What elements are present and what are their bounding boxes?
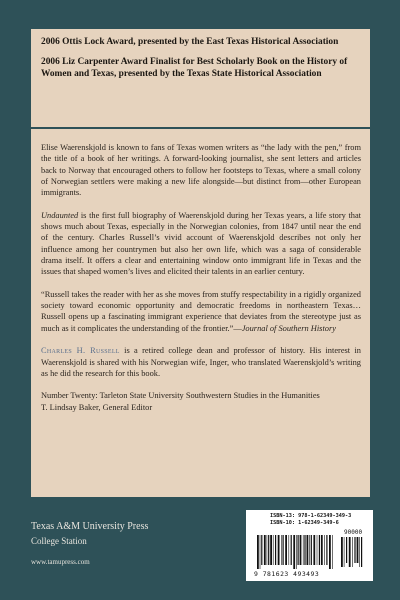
description-paragraph-1: Elise Waerenskjold is known to fans of Texas women writers as “the lady with the pen,” from the title of a book of her writings. A forward-looking journalist, she sent letters and articles back to Norway that encouraged others to follow her footsteps to Texas, where a small colony of Norwegian settlers were making a new life alongside—but distinct from—other European immigrants. — [41, 143, 361, 198]
barcode-bar — [313, 535, 315, 565]
barcode-bar — [341, 537, 343, 567]
barcode-bar — [321, 535, 323, 565]
barcode-bar — [307, 535, 309, 565]
barcode-bar — [275, 535, 276, 565]
barcode-bar — [304, 535, 305, 565]
barcode-bar — [267, 535, 268, 565]
series-editor: T. Lindsay Baker, General Editor — [41, 402, 153, 412]
barcode-box — [246, 510, 373, 581]
barcode-bar — [289, 535, 290, 565]
barcode-digits: 9 781623 493493 — [254, 570, 320, 578]
publisher-block — [31, 520, 148, 568]
barcode-bar — [309, 535, 310, 565]
description-body — [41, 142, 361, 413]
barcode-bar — [273, 535, 274, 565]
barcode-bar — [354, 537, 355, 563]
barcode-bar — [332, 535, 333, 569]
author-bio-text: is a retired college dean and professor of history. His interest in Waerenskjold is shared with his Norwegian wife, Inger, who translated Waerenskjold’s writing as he did the research for this book. — [41, 346, 361, 378]
price-code: 90000 — [344, 529, 363, 536]
barcode-bar — [359, 537, 360, 567]
review-quote — [41, 289, 361, 334]
barcode-bar — [349, 537, 351, 567]
barcode-bar — [264, 535, 266, 565]
barcode-bar — [344, 537, 345, 567]
barcode-bar — [283, 535, 284, 565]
barcode-bar — [270, 535, 272, 565]
barcode-bar — [261, 535, 262, 565]
barcode-bar — [278, 535, 280, 565]
barcode-bar — [319, 535, 320, 565]
review-quote-source: Journal of Southern History — [241, 323, 336, 333]
barcode-bar — [346, 537, 347, 563]
barcode-bar — [298, 535, 299, 565]
awards-section — [31, 29, 370, 129]
book-title: Undaunted — [41, 210, 79, 220]
publisher-name: Texas A&M University Press — [31, 521, 149, 532]
isbn-10: ISBN-10: 1-62349-349-6 — [270, 520, 339, 526]
barcode-bar — [285, 535, 287, 565]
barcode-bar — [311, 535, 312, 565]
barcode-bar — [324, 535, 325, 565]
barcode-bar — [361, 537, 362, 567]
barcode-bar — [357, 537, 359, 563]
barcode-bar — [300, 535, 302, 565]
publisher-location: College Station — [31, 536, 87, 546]
description-paragraph-2 — [41, 210, 361, 278]
barcode-bar — [268, 535, 269, 565]
barcode-bar — [326, 535, 327, 565]
barcode-bar — [317, 535, 318, 565]
addon-barcode — [341, 537, 365, 567]
barcode-bar — [257, 535, 259, 569]
review-quote-text: “Russell takes the reader with her as she moves from stuffy respectability in a rigidly organized society toward economic opportunity and democratic freedoms in northeastern Texas… Russell opens up a fascinating immigrant experience that deviates from the stereotype just as much as it complicates the understanding of the frontier.”— — [41, 289, 361, 333]
award-ottis-lock: 2006 Ottis Lock Award, presented by the East Texas Historical Association — [41, 37, 339, 47]
award-liz-carpenter: 2006 Liz Carpenter Award Finalist for Best Scholarly Book on the History of Women and Texas, presented by the Texas State Historical Association — [41, 56, 348, 79]
barcode-bar — [260, 535, 261, 569]
ean-barcode — [257, 535, 339, 569]
barcode-bar — [293, 535, 295, 569]
barcode-bar — [281, 535, 282, 565]
author-bio — [41, 345, 361, 379]
isbn-13: ISBN-13: 978-1-62349-349-3 — [270, 513, 352, 519]
text-panel — [31, 29, 370, 497]
publisher-website: www.tamupress.com — [31, 558, 90, 566]
series-line: Number Twenty: Tarleton State University Southwestern Studies in the Humanities — [41, 391, 320, 401]
description-paragraph-2-text: is the first full biography of Waerenskjold during her Texas years, a life story that shows much about Texas, especially in the Norwegian colonies, from 1847 until near the end of the century. Charles Russell’s vivid account of Waerenskjold describes not only her influence among her countrymen but also her own life, which was a saga of considerable drama itself. It offers a clear and entertaining window onto immigrant life in Texas and the issues that shaped women’s lives and elicited their talents in an earlier century. — [41, 210, 361, 277]
barcode-bar — [352, 537, 353, 567]
barcode-bar — [291, 535, 292, 565]
barcode-bar — [329, 535, 331, 569]
author-name: Charles H. Russell — [41, 346, 120, 356]
barcode-bar — [296, 535, 297, 569]
barcode-bar — [303, 535, 304, 565]
